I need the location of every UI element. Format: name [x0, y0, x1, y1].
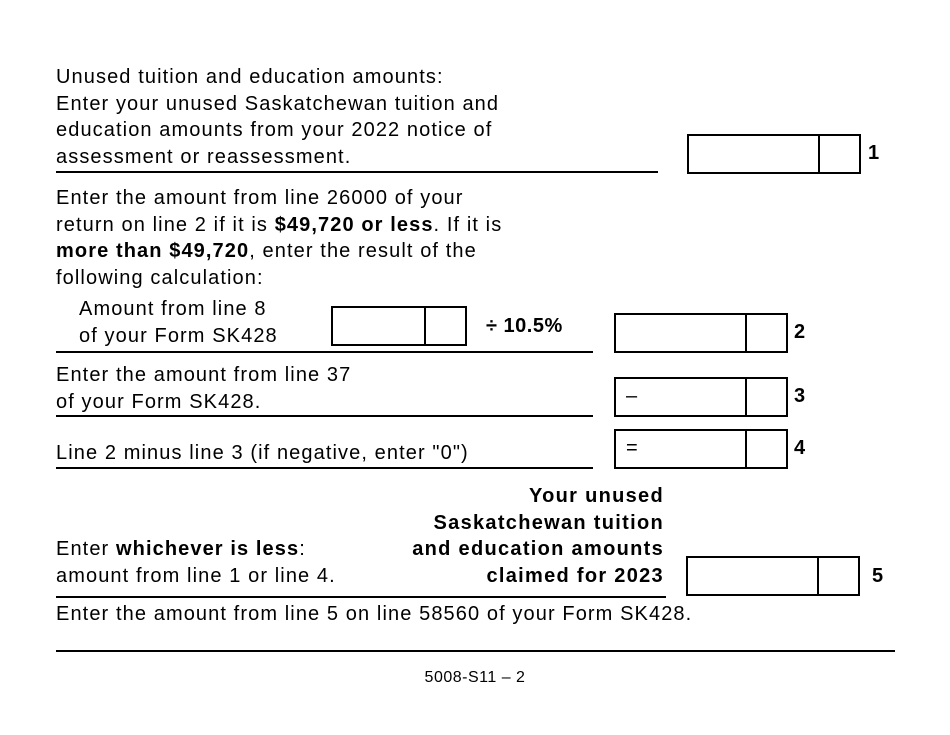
line1-number: 1 — [868, 142, 880, 164]
section5-underline — [56, 596, 666, 598]
section1-line: Unused tuition and education amounts: — [56, 66, 444, 88]
section2-line4: following calculation: — [56, 266, 264, 289]
line5-amount-field[interactable] — [686, 556, 860, 596]
section2-line2 — [56, 212, 502, 239]
sk428-line8-field[interactable] — [331, 306, 467, 346]
section1-underline — [56, 171, 658, 173]
section1-line: education amounts from your 2022 notice of — [56, 119, 493, 141]
section2-text — [56, 185, 502, 291]
section2-underline — [56, 351, 593, 353]
footer-rule — [56, 650, 895, 652]
line5-number: 5 — [872, 565, 884, 587]
section2-line3 — [56, 238, 502, 265]
section3-text — [56, 362, 351, 415]
section2-line2-pre: return on line 2 if it is — [56, 213, 275, 236]
enter-pre: Enter — [56, 538, 116, 560]
section1-line: assessment or reassessment. — [56, 145, 352, 168]
section2-line3-post: , enter the result of the — [249, 240, 477, 262]
section5-enter-text — [56, 536, 336, 589]
line3-cents-divider — [745, 379, 747, 415]
section2-line2-post: . If it is — [433, 213, 503, 236]
section3-underline — [56, 415, 593, 417]
calc-label-line1: Amount from line 8 — [79, 298, 267, 320]
claim-label-line: Your unused — [528, 485, 664, 507]
line4-cents-divider — [745, 431, 747, 467]
whichever-is-less: whichever is less — [115, 538, 300, 560]
divide-label: ÷ 10.5% — [486, 315, 563, 337]
line4-amount-field[interactable] — [614, 429, 788, 469]
threshold-less: $49,720 or less — [274, 213, 434, 236]
claim-label — [380, 483, 664, 589]
line4-number: 4 — [794, 437, 806, 459]
line3-number: 3 — [794, 385, 806, 407]
section1-line: Enter your unused Saskatchewan tuition and — [56, 92, 500, 115]
claim-label-line: claimed for 2023 — [486, 564, 664, 587]
section5-enter-line1 — [56, 536, 336, 563]
threshold-more: more than $49,720 — [56, 240, 250, 262]
section5-instruction: Enter the amount from line 5 on line 58560 of your Form SK428. — [56, 603, 693, 625]
section3-line: of your Form SK428. — [56, 390, 262, 413]
section4-underline — [56, 467, 593, 469]
line3-amount-field[interactable] — [614, 377, 788, 417]
equals-sign: = — [626, 437, 638, 459]
line2-number: 2 — [794, 321, 806, 343]
calc-label-line2: of your Form SK428 — [79, 324, 278, 347]
line2-amount-field[interactable] — [614, 313, 788, 353]
page-id: 5008-S11 – 2 — [424, 669, 526, 686]
line2-cents-divider — [745, 315, 747, 351]
section1-text — [56, 64, 499, 170]
minus-sign: – — [626, 385, 638, 407]
line5-cents-divider — [817, 558, 819, 594]
enter-post: : — [299, 538, 306, 560]
section2-line1: Enter the amount from line 26000 of your — [56, 187, 464, 209]
calc-label — [79, 296, 278, 349]
claim-label-line: and education amounts — [412, 538, 664, 560]
section4-text: Line 2 minus line 3 (if negative, enter "0") — [56, 442, 469, 464]
claim-label-line: Saskatchewan tuition — [433, 511, 664, 534]
section5-enter-line2: amount from line 1 or line 4. — [56, 564, 336, 587]
line1-amount-field[interactable] — [687, 134, 861, 174]
line1-cents-divider — [818, 136, 820, 172]
sk428-line8-cents-divider — [424, 308, 426, 344]
section3-line: Enter the amount from line 37 — [56, 364, 352, 386]
